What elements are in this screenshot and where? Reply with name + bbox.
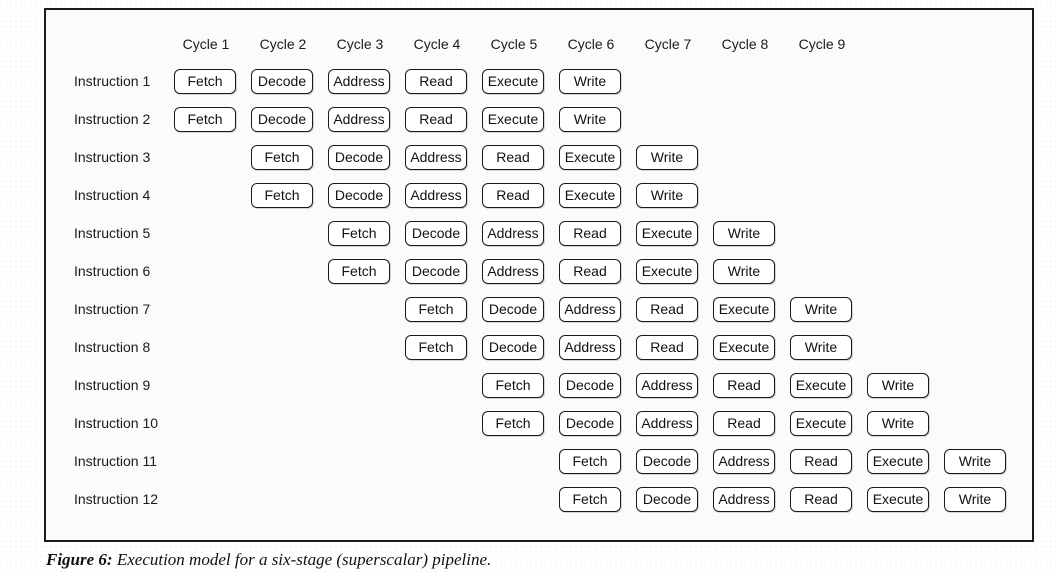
stage-box-execute: Execute [713,335,775,360]
stage-box-execute: Execute [559,183,621,208]
stage-box-write: Write [713,221,775,246]
instruction-label: Instruction 5 [74,225,151,241]
stage-box-address: Address [713,449,775,474]
stage-box-fetch: Fetch [251,183,313,208]
cycle-label: Cycle 8 [721,36,769,52]
cycle-label: Cycle 3 [336,36,384,52]
stage-box-write: Write [636,145,698,170]
stage-box-decode: Decode [405,221,467,246]
stage-box-decode: Decode [636,449,698,474]
stage-box-address: Address [636,373,698,398]
stage-box-read: Read [790,487,852,512]
stage-box-write: Write [559,107,621,132]
stage-box-execute: Execute [790,411,852,436]
cycle-label: Cycle 4 [413,36,461,52]
stage-box-execute: Execute [636,259,698,284]
stage-box-write: Write [713,259,775,284]
stage-box-fetch: Fetch [405,297,467,322]
instruction-label: Instruction 3 [74,149,151,165]
stage-box-address: Address [559,335,621,360]
figure-caption [46,550,491,570]
caption-text: Execution model for a six-stage (superscalar) pipeline. [116,550,492,569]
stage-box-decode: Decode [559,373,621,398]
instruction-label: Instruction 9 [74,377,151,393]
stage-box-write: Write [867,373,929,398]
stage-box-decode: Decode [559,411,621,436]
stage-box-decode: Decode [636,487,698,512]
stage-box-decode: Decode [328,183,390,208]
stage-box-write: Write [944,449,1006,474]
instruction-label: Instruction 4 [74,187,151,203]
stage-box-execute: Execute [867,449,929,474]
instruction-label: Instruction 11 [74,453,158,469]
instruction-label: Instruction 7 [74,301,151,317]
stage-box-read: Read [713,373,775,398]
stage-box-fetch: Fetch [482,373,544,398]
stage-box-address: Address [405,183,467,208]
stage-box-decode: Decode [251,107,313,132]
instruction-label: Instruction 1 [74,73,151,89]
stage-box-fetch: Fetch [174,69,236,94]
cycle-label: Cycle 1 [182,36,230,52]
stage-box-fetch: Fetch [482,411,544,436]
stage-box-read: Read [559,221,621,246]
stage-box-address: Address [405,145,467,170]
stage-box-fetch: Fetch [405,335,467,360]
cycle-label: Cycle 7 [644,36,692,52]
figure-label: Figure 6: [46,550,113,569]
cycle-label: Cycle 6 [567,36,615,52]
stage-box-fetch: Fetch [328,259,390,284]
stage-box-address: Address [482,221,544,246]
stage-box-write: Write [790,335,852,360]
stage-box-decode: Decode [251,69,313,94]
stage-box-execute: Execute [790,373,852,398]
cycle-label: Cycle 9 [798,36,846,52]
cycle-label: Cycle 2 [259,36,307,52]
instruction-label: Instruction 6 [74,263,151,279]
stage-box-decode: Decode [328,145,390,170]
stage-box-address: Address [559,297,621,322]
stage-box-read: Read [636,335,698,360]
stage-box-write: Write [867,411,929,436]
stage-box-decode: Decode [482,335,544,360]
stage-box-address: Address [482,259,544,284]
stage-box-fetch: Fetch [174,107,236,132]
stage-box-decode: Decode [405,259,467,284]
instruction-label: Instruction 2 [74,111,151,127]
stage-box-fetch: Fetch [559,487,621,512]
stage-box-write: Write [559,69,621,94]
stage-box-execute: Execute [482,69,544,94]
stage-box-read: Read [636,297,698,322]
stage-box-read: Read [482,183,544,208]
instruction-label: Instruction 12 [74,491,159,507]
stage-box-read: Read [559,259,621,284]
stage-box-decode: Decode [482,297,544,322]
cycle-label: Cycle 5 [490,36,538,52]
stage-box-execute: Execute [636,221,698,246]
stage-box-read: Read [482,145,544,170]
stage-box-read: Read [713,411,775,436]
stage-box-execute: Execute [713,297,775,322]
stage-box-execute: Execute [559,145,621,170]
stage-box-read: Read [405,107,467,132]
stage-box-read: Read [790,449,852,474]
stage-box-address: Address [328,69,390,94]
stage-box-fetch: Fetch [559,449,621,474]
stage-box-address: Address [713,487,775,512]
stage-box-fetch: Fetch [251,145,313,170]
stage-box-write: Write [944,487,1006,512]
stage-box-execute: Execute [482,107,544,132]
stage-box-read: Read [405,69,467,94]
stage-box-address: Address [328,107,390,132]
stage-box-write: Write [790,297,852,322]
stage-box-write: Write [636,183,698,208]
stage-box-fetch: Fetch [328,221,390,246]
instruction-label: Instruction 10 [74,415,159,431]
stage-box-execute: Execute [867,487,929,512]
instruction-label: Instruction 8 [74,339,151,355]
stage-box-address: Address [636,411,698,436]
